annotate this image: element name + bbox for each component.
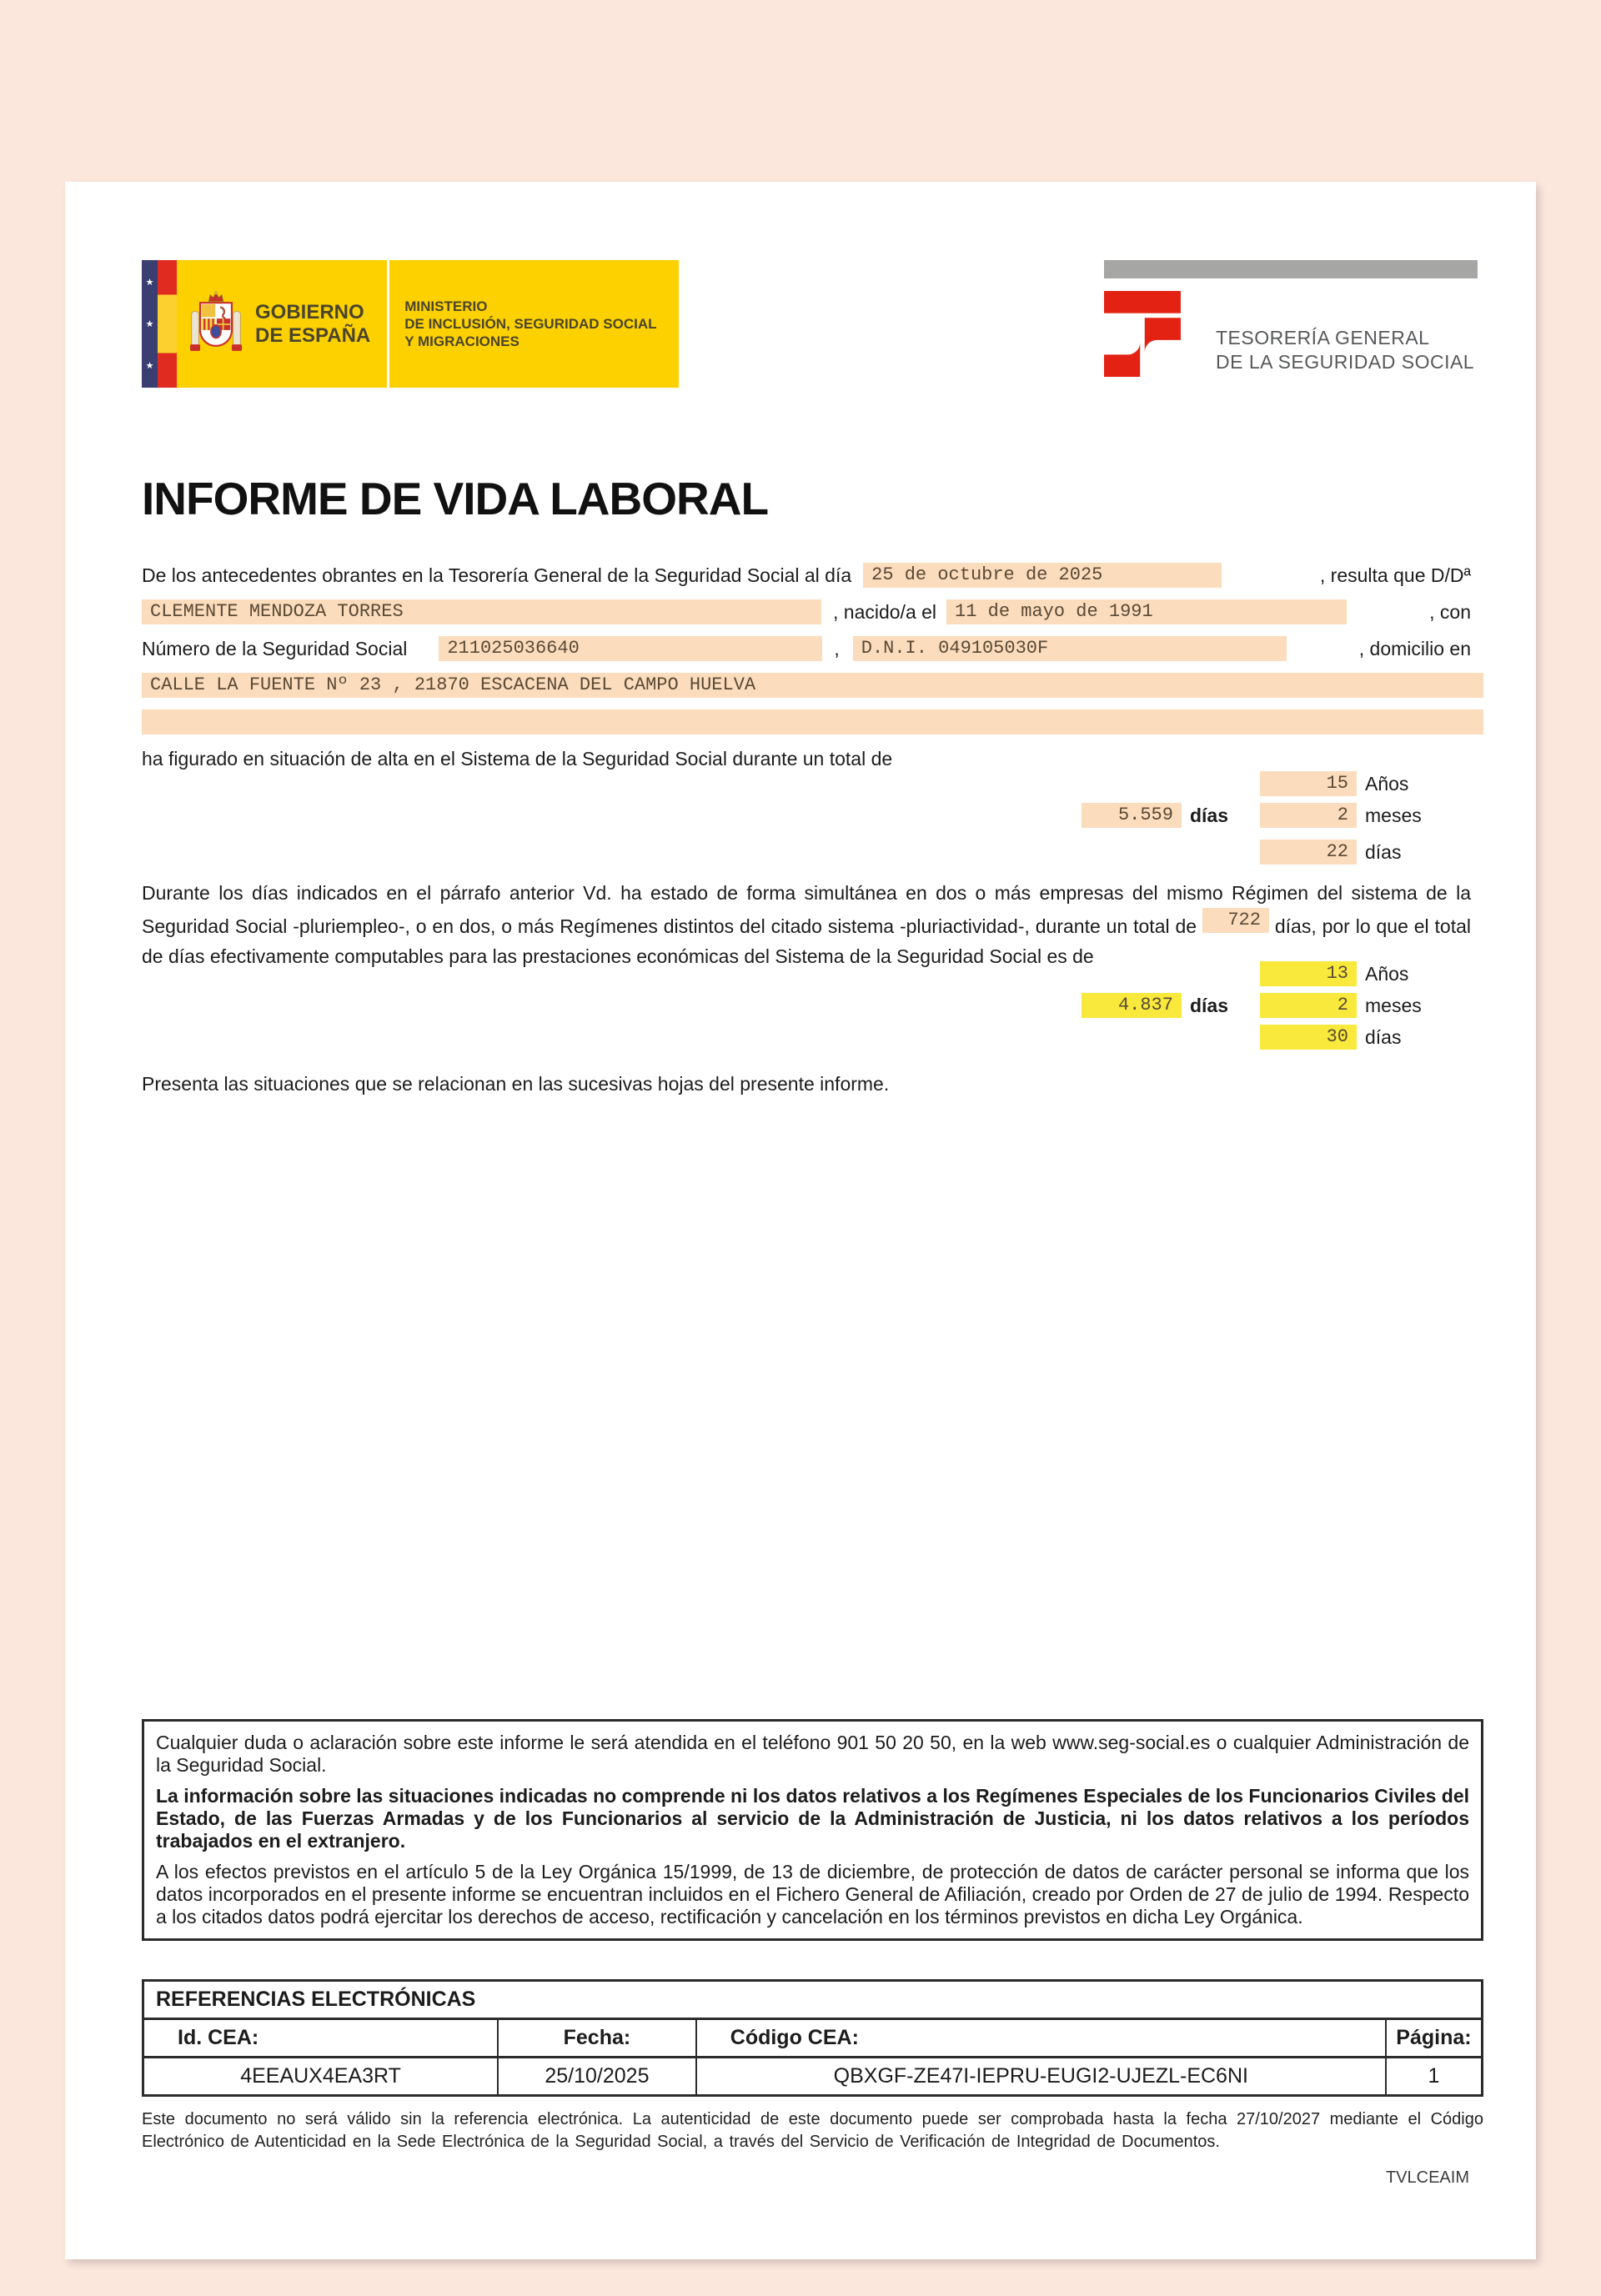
computable-days-label: días bbox=[1365, 1026, 1402, 1048]
computable-months-field: 2 bbox=[1260, 993, 1357, 1018]
table-header-row bbox=[143, 2019, 1483, 2058]
column-header-id-cea: Id. CEA: bbox=[143, 2019, 499, 2058]
ministry-line3: Y MIGRACIONES bbox=[404, 333, 519, 349]
intro-line-name bbox=[142, 599, 1483, 624]
computable-months-row bbox=[142, 993, 1483, 1018]
tgss-icon bbox=[1104, 291, 1181, 377]
notice-paragraph-data-protection: A los efectos previstos en el artículo 5 de la Ley Orgánica 15/1999, de 13 de diciembre, de protección de datos de carácter personal se informa que los datos incorporados en el presente informe se encuentran incluidos en el Fichero General de Afiliación, creado por Orden de 27 de julio de 1994. Respecto a los citados datos podrá ejercitar los derechos de acceso, rectificación y cancelación en los términos previstos en dicha Ley Orgánica. bbox=[156, 1861, 1469, 1928]
notice-paragraph-scope: La información sobre las situaciones indicadas no comprende ni los datos relativos a los Regímenes Especiales de los Funcionarios Civiles del Estado, de las Fuerzas Armadas y de los Funcionarios al servicio de la Administración de Justicia, ni los datos relativos a los períodos trabajados en el extranjero. bbox=[156, 1785, 1469, 1852]
tgss-body bbox=[1104, 291, 1478, 377]
alta-totals-block bbox=[142, 771, 1483, 865]
star-icon: ★ bbox=[145, 278, 154, 288]
gobierno-line1: GOBIERNO bbox=[255, 300, 364, 323]
spain-flag-strip bbox=[158, 260, 177, 388]
document-page bbox=[65, 182, 1536, 2259]
alta-days-total-field: 5.559 bbox=[1082, 803, 1182, 828]
intro-line-address bbox=[142, 673, 1483, 698]
gobierno-de-espana-logo bbox=[142, 260, 679, 388]
star-icon: ★ bbox=[145, 319, 154, 329]
tgss-logo bbox=[1104, 260, 1478, 388]
fecha-value: 25/10/2025 bbox=[498, 2058, 696, 2096]
nss-label: Número de la Seguridad Social bbox=[142, 638, 408, 659]
intro-before-date: De los antecedentes obrantes en la Tesorería General de la Seguridad Social al día bbox=[142, 564, 852, 586]
star-icon: ★ bbox=[145, 361, 154, 371]
computable-totals-block bbox=[142, 961, 1483, 1050]
tgss-gray-bar bbox=[1104, 260, 1478, 278]
column-header-codigo-cea: Código CEA: bbox=[696, 2019, 1386, 2058]
intro-line-date bbox=[142, 563, 1483, 588]
alta-years-row bbox=[142, 771, 1483, 796]
born-label: , nacido/a el bbox=[833, 601, 937, 623]
intro-line-nss bbox=[142, 636, 1483, 661]
alta-days-row bbox=[142, 840, 1483, 865]
address-field: CALLE LA FUENTE Nº 23 , 21870 ESCACENA DEL CAMPO HUELVA bbox=[142, 673, 1483, 698]
table-title: REFERENCIAS ELECTRÓNICAS bbox=[143, 1981, 1483, 2019]
validity-note: Este documento no será válido sin la referencia electrónica. La autenticidad de este documento puede ser comprobada hasta la fecha 27/10/2027 mediante el Código Electrónico de Autenticidad en la Sede Electrónica de la Seguridad Social, a través del Servicio de Verificación de Integridad de Documentos. bbox=[142, 2110, 1483, 2151]
alta-months-row bbox=[142, 803, 1483, 828]
alta-months-field: 2 bbox=[1260, 803, 1357, 828]
pluriactivity-text-after: días, por lo que el total de días efectivamente computables para las prestaciones económicas del Sistema de la Seguridad Social es de bbox=[142, 915, 1472, 967]
alta-intro-line bbox=[142, 746, 1483, 771]
nss-field: 211025036640 bbox=[439, 636, 822, 661]
column-header-fecha: Fecha: bbox=[498, 2019, 696, 2058]
intro-after-date: , resulta que D/Dª bbox=[1319, 564, 1471, 586]
gobierno-text bbox=[255, 301, 370, 348]
report-date-field: 25 de octubre de 2025 bbox=[863, 563, 1222, 588]
alta-intro-text: ha figurado en situación de alta en el Sistema de la Seguridad Social durante un total de bbox=[142, 748, 893, 770]
ministry-text bbox=[389, 260, 678, 388]
birth-date-field: 11 de mayo de 1991 bbox=[946, 599, 1347, 624]
pagina-value: 1 bbox=[1386, 2058, 1483, 2096]
table-value-row bbox=[143, 2058, 1483, 2096]
computable-months-label: meses bbox=[1365, 995, 1422, 1016]
address-field-empty bbox=[142, 709, 1483, 734]
computable-years-label: Años bbox=[1365, 963, 1409, 985]
id-cea-value: 4EEAUX4EA3RT bbox=[143, 2058, 499, 2096]
table-title-row bbox=[143, 1981, 1483, 2019]
alta-years-field: 15 bbox=[1260, 771, 1357, 796]
full-name-field: CLEMENTE MENDOZA TORRES bbox=[142, 599, 821, 624]
tgss-name bbox=[1216, 326, 1474, 377]
domicile-label: , domicilio en bbox=[1358, 638, 1471, 659]
legal-notice-box bbox=[142, 1719, 1483, 1941]
closing-line: Presenta las situaciones que se relacionan en las sucesivas hojas del presente informe. bbox=[142, 1073, 890, 1095]
pluriactivity-paragraph bbox=[142, 878, 1483, 971]
notice-paragraph-contact: Cualquier duda o aclaración sobre este informe le será atendida en el teléfono 901 50 20 50, en la web www.seg-social.es o cualquier Administración de la Seguridad Social. bbox=[156, 1732, 1469, 1776]
report-body bbox=[142, 563, 1483, 2188]
computable-days-field: 30 bbox=[1260, 1025, 1357, 1050]
electronic-references-table bbox=[142, 1979, 1483, 2097]
dni-field: D.N.I. 049105030F bbox=[853, 636, 1287, 661]
codigo-cea-value: QBXGF-ZE47I-IEPRU-EUGI2-UJEZL-EC6NI bbox=[696, 2058, 1386, 2096]
computable-days-total-label: días bbox=[1189, 995, 1228, 1016]
tgss-name-line1: TESORERÍA GENERAL bbox=[1216, 327, 1430, 348]
gobierno-line2: DE ESPAÑA bbox=[255, 323, 371, 347]
ministry-line1: MINISTERIO bbox=[404, 298, 488, 314]
ministry-line2: DE INCLUSIÓN, SEGURIDAD SOCIAL bbox=[404, 316, 657, 332]
separator-comma: , bbox=[834, 638, 840, 659]
gobierno-block bbox=[177, 260, 387, 388]
alta-days-field: 22 bbox=[1260, 840, 1357, 865]
eu-stars-strip bbox=[142, 260, 158, 388]
computable-days-total-field: 4.837 bbox=[1082, 993, 1182, 1018]
column-header-pagina: Página: bbox=[1386, 2019, 1483, 2058]
alta-days-label: días bbox=[1365, 841, 1402, 863]
pluriactivity-text-before: Durante los días indicados en el párrafo anterior Vd. ha estado de forma simultánea en dos o más empresas del mismo Régimen del sistema de la Seguridad Social -pluriempleo-, o en dos, o más Regímenes distintos del citado sistema -pluriactividad-, durante un total de bbox=[142, 882, 1471, 937]
with-label: , con bbox=[1429, 601, 1471, 623]
intro-line-address-2 bbox=[142, 709, 1483, 734]
page-title: INFORME DE VIDA LABORAL bbox=[142, 473, 769, 524]
alta-months-label: meses bbox=[1365, 805, 1422, 826]
alta-days-total-label: días bbox=[1189, 805, 1228, 826]
tgss-name-line2: DE LA SEGURIDAD SOCIAL bbox=[1216, 351, 1475, 373]
header bbox=[142, 260, 1478, 388]
spain-coat-of-arms-icon bbox=[190, 289, 242, 359]
alta-years-label: Años bbox=[1365, 773, 1409, 795]
document-code: TVLCEAIM bbox=[1385, 2168, 1469, 2187]
pluriactivity-days-field: 722 bbox=[1202, 908, 1269, 933]
computable-years-field: 13 bbox=[1260, 961, 1357, 986]
computable-days-row bbox=[142, 1025, 1483, 1050]
